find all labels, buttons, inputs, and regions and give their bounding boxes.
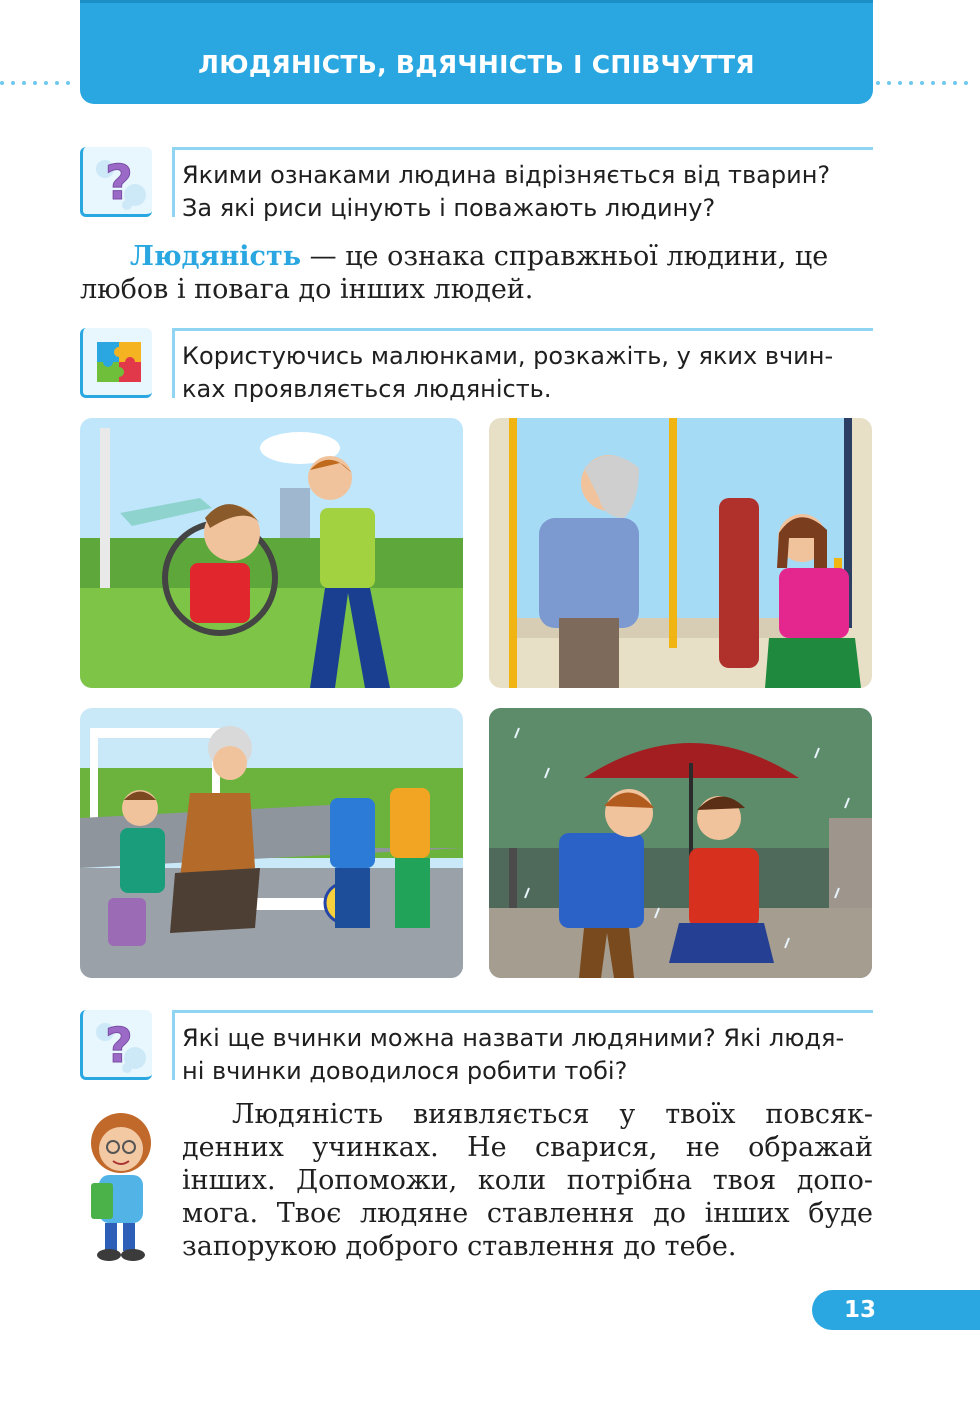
header-dots-left [0, 70, 78, 76]
scene-wheelchair-park [80, 418, 463, 688]
chapter-header [80, 0, 873, 104]
key-term: Людяність [130, 241, 302, 272]
conclusion-paragraph: Людяність виявляється у твоїх повсяк- денних учинках. Не сварися, не ображай інших. Допоможи, коли потрібна твоя допо- мога. Твоє людяне ставлення до інших буде запорукою доброго ставлення до тебе. [182, 1099, 873, 1262]
task-text: Користуючись малюнками, розкажіть, у яких вчин- ках проявляється людяність. [182, 342, 834, 403]
scene-grandma-crossing [80, 708, 463, 978]
boy-with-books-icon [83, 1105, 158, 1265]
question-text: Які ще вчинки можна назвати людяними? Які людя- ні вчинки доводилося робити тобі? [182, 1024, 845, 1085]
header-dots-right [876, 70, 980, 76]
task-block-2 [80, 328, 873, 403]
puzzle-icon [80, 328, 152, 398]
question-block-3 [80, 1010, 873, 1085]
question-icon [80, 1010, 152, 1080]
page-number: 13 [812, 1290, 980, 1330]
question-block-1 [80, 147, 873, 222]
definition-paragraph: Людяність — це ознака справжньої людини, це любов і повага до інших людей. [80, 241, 829, 305]
svg-text:?: ? [105, 155, 133, 211]
scene-bus-seat [489, 418, 872, 688]
svg-text:?: ? [105, 1018, 133, 1074]
question-text: Якими ознаками людина відрізняється від тварин? За які риси цінують і поважають людину? [182, 161, 831, 222]
scene-umbrella-rain [489, 708, 872, 978]
question-icon [80, 147, 152, 217]
chapter-title: ЛЮДЯНІСТЬ, ВДЯЧНІСТЬ І СПІВЧУТТЯ [198, 50, 755, 79]
